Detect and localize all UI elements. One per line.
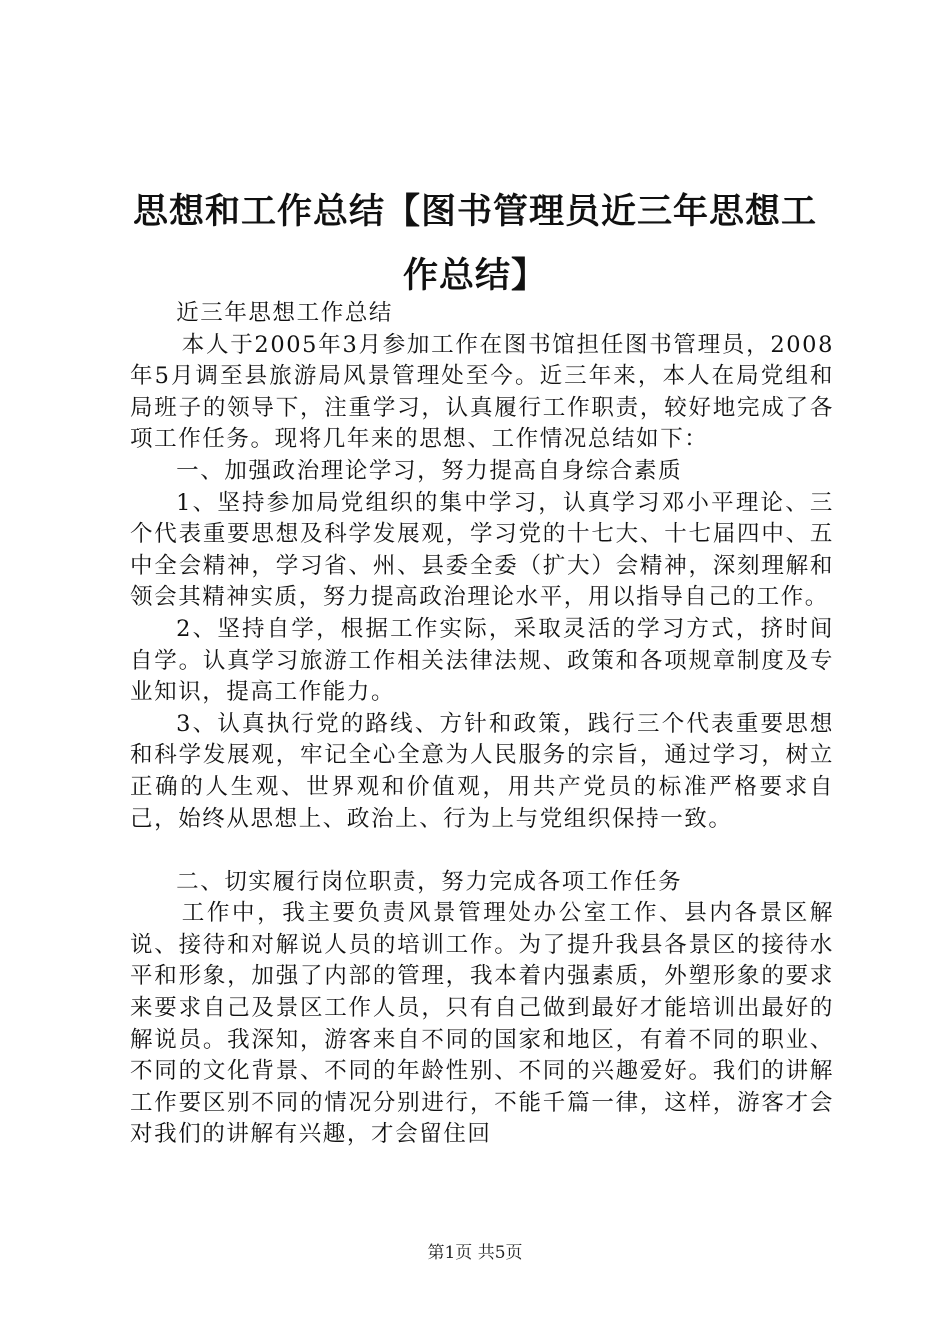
section-heading-2: 二、切实履行岗位职责，努力完成各项工作任务 — [176, 868, 683, 895]
section-heading-1: 一、加强政治理论学习，努力提高自身综合素质 — [176, 457, 683, 484]
list-item-1: 1、坚持参加局党组织的集中学习，认真学习邓小平理论、三个代表重要思想及科学发展观，学习党的十七大、十七届四中、五中全会精神，学习省、州、县委全委（扩大）会精神，深刻理解和领会其精神实质，努力提高政治理论水平，用以指导自己的工作。 — [130, 489, 834, 611]
page-footer: 第1页 共5页 — [427, 1243, 523, 1263]
intro-paragraph: 本人于2005年3月参加工作在图书馆担任图书管理员，2008年5月调至县旅游局风景管理处至今。近三年来，本人在局党组和局班子的领导下，注重学习，认真履行工作职责，较好地完成了各项工作任务。现将几年来的思想、工作情况总结如下： — [130, 331, 834, 453]
list-item-3: 3、认真执行党的路线、方针和政策，践行三个代表重要思想和科学发展观，牢记全心全意为人民服务的宗旨，通过学习，树立正确的人生观、世界观和价值观，用共产党员的标准严格要求自己，始终从思想上、政治上、行为上与党组织保持一致。 — [130, 710, 834, 832]
subtitle-paragraph: 近三年思想工作总结 — [176, 300, 394, 326]
work-paragraph: 工作中，我主要负责风景管理处办公室工作、县内各景区解说、接待和对解说人员的培训工作。为了提升我县各景区的接待水平和形象，加强了内部的管理，我本着内强素质，外塑形象的要求来要求自己及景区工作人员，只有自己做到最好才能培训出最好的解说员。我深知，游客来自不同的国家和地区，有着不同的职业、不同的文化背景、不同的年龄性别、不同的兴趣爱好。我们的讲解工作要区别不同的情况分别进行，不能千篇一律，这样，游客才会对我们的讲解有兴趣，才会留住回 — [130, 900, 834, 1148]
list-item-2: 2、坚持自学，根据工作实际，采取灵活的学习方式，挤时间自学。认真学习旅游工作相关法律法规、政策和各项规章制度及专业知识，提高工作能力。 — [130, 615, 834, 706]
paragraph-gap — [130, 835, 834, 867]
document-title: 思想和工作总结【图书管理员近三年思想工作总结】 — [132, 192, 817, 296]
document-body — [130, 298, 834, 1151]
